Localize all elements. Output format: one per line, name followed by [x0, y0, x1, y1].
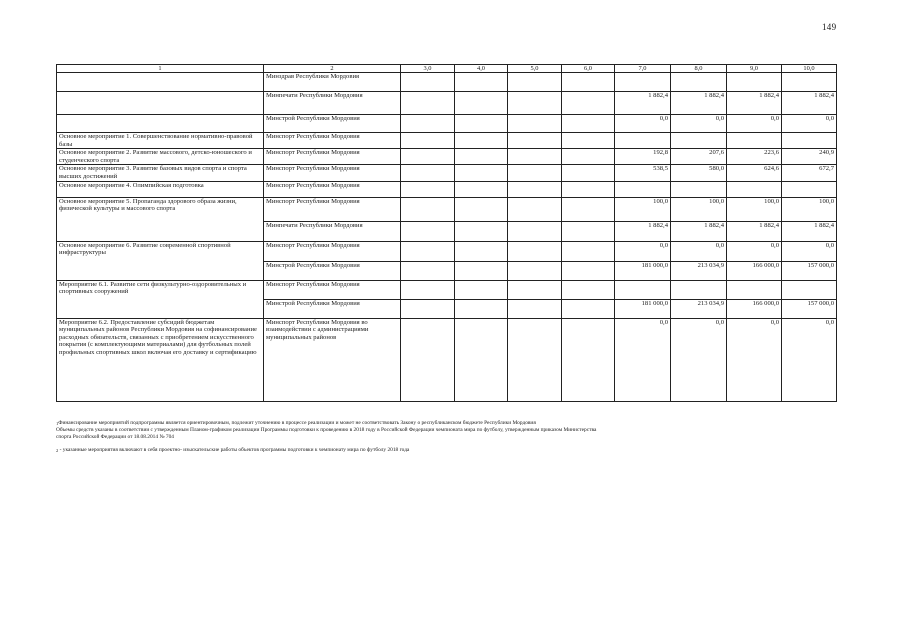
activity-name-cell: Основное мероприятие 5. Пропаганда здорового образа жизни, физической культуры и массового спорта: [57, 197, 264, 241]
value-cell: [562, 133, 615, 149]
value-cell: [562, 299, 615, 318]
value-cell: [562, 92, 615, 115]
header-cell: 9,0: [727, 65, 782, 73]
value-cell: [615, 133, 671, 149]
table-row: [57, 318, 837, 401]
page-number: 149: [822, 22, 837, 32]
value-cell: [455, 165, 508, 181]
table-row: [57, 165, 837, 181]
value-cell: 0,0: [782, 318, 837, 401]
value-cell: [508, 221, 562, 241]
financing-table: [56, 64, 837, 402]
value-cell: 100,0: [615, 197, 671, 221]
table-row: [57, 149, 837, 165]
value-cell: [455, 221, 508, 241]
value-cell: 207,6: [671, 149, 727, 165]
footnote-1-line-2: Объемы средств указаны в соответствии с утвержденным Планом-графиком реализации Программы подготовки к проведению в 2018 году в Российской Федерации чемпионата мира по футболу, утвержденным приказом Министерства: [56, 427, 597, 434]
executor-cell: Минстрой Республики Мордовия: [264, 115, 401, 133]
value-cell: [455, 299, 508, 318]
value-cell: [671, 181, 727, 197]
value-cell: 213 034,9: [671, 299, 727, 318]
executor-cell: Минспорт Республики Мордовия: [264, 197, 401, 221]
header-cell: 8,0: [671, 65, 727, 73]
value-cell: 1 882,4: [727, 92, 782, 115]
value-cell: 0,0: [615, 241, 671, 261]
value-cell: [455, 261, 508, 280]
value-cell: 0,0: [727, 318, 782, 401]
footnote-2: $^2$ - указанные мероприятия включают в себя проектно- изыскательские работы объектов программы подготовки к чемпионату мира по футболу 2018 года: [56, 446, 410, 453]
value-cell: 624,6: [727, 165, 782, 181]
value-cell: [455, 241, 508, 261]
value-cell: [455, 280, 508, 299]
value-cell: [401, 115, 455, 133]
value-cell: [455, 181, 508, 197]
value-cell: 181 000,0: [615, 261, 671, 280]
header-cell: 1: [57, 65, 264, 73]
value-cell: [455, 115, 508, 133]
value-cell: [727, 73, 782, 92]
value-cell: [508, 280, 562, 299]
header-cell: 6,0: [562, 65, 615, 73]
value-cell: [562, 261, 615, 280]
value-cell: [508, 115, 562, 133]
value-cell: [562, 115, 615, 133]
footnote-1: $^1$Финансирование мероприятий подпрограммы является ориентировочным, подлежит уточнению в процессе реализации и может не соответствовать Закону о республиканском бюджете Республики Мордовия: [56, 420, 536, 426]
value-cell: [508, 149, 562, 165]
value-cell: 672,7: [782, 165, 837, 181]
value-cell: 0,0: [671, 241, 727, 261]
value-cell: [401, 197, 455, 221]
value-cell: 1 882,4: [727, 221, 782, 241]
value-cell: 213 034,9: [671, 261, 727, 280]
value-cell: 1 882,4: [671, 92, 727, 115]
activity-name-cell: Мероприятие 6.2. Предоставление субсидий бюджетам муниципальных районов Республики Мордовия на софинансирование расходных обязательств, связанных с приобретением искусственного покрытия (с комплектующими материалами) для футбольных полей профильных спортивных школ включая его доставку и сертификацию: [57, 318, 264, 401]
value-cell: [562, 149, 615, 165]
activity-name-cell: Основное мероприятие 3. Развитие базовых видов спорта и спорта высших достижений: [57, 165, 264, 181]
value-cell: [508, 197, 562, 221]
value-cell: [401, 181, 455, 197]
executor-cell: Минспорт Республики Мордовия во взаимодействии с администрациями муниципальных районов: [264, 318, 401, 401]
footnote-1-line-3: спорта Российской Федерации от 18.08.2014 № 704: [56, 434, 174, 441]
value-cell: [401, 299, 455, 318]
value-cell: [671, 280, 727, 299]
value-cell: [727, 280, 782, 299]
activity-name-cell: [57, 115, 264, 133]
value-cell: 0,0: [727, 115, 782, 133]
value-cell: [727, 181, 782, 197]
activity-name-cell: Основное мероприятие 4. Олимпийская подготовка: [57, 181, 264, 197]
value-cell: 1 882,4: [782, 92, 837, 115]
executor-cell: Минстрой Республики Мордовия: [264, 261, 401, 280]
value-cell: [401, 149, 455, 165]
value-cell: 192,8: [615, 149, 671, 165]
value-cell: 1 882,4: [615, 92, 671, 115]
header-cell: 7,0: [615, 65, 671, 73]
activity-name-cell: Основное мероприятие 1. Совершенствование нормативно-правовой базы: [57, 133, 264, 149]
activity-name-cell: Мероприятие 6.1. Развитие сети физкультурно-оздоровительных и спортивных сооружений: [57, 280, 264, 318]
executor-cell: Минспорт Республики Мордовия: [264, 149, 401, 165]
value-cell: [615, 73, 671, 92]
value-cell: [782, 181, 837, 197]
value-cell: [508, 133, 562, 149]
value-cell: [782, 73, 837, 92]
value-cell: [455, 73, 508, 92]
header-cell: 5,0: [508, 65, 562, 73]
value-cell: [562, 181, 615, 197]
value-cell: 1 882,4: [671, 221, 727, 241]
value-cell: [401, 165, 455, 181]
value-cell: [671, 73, 727, 92]
table-row: [57, 115, 837, 133]
value-cell: [401, 133, 455, 149]
value-cell: 0,0: [782, 115, 837, 133]
value-cell: 157 000,0: [782, 299, 837, 318]
header-cell: 4,0: [455, 65, 508, 73]
executor-cell: Минспорт Республики Мордовия: [264, 133, 401, 149]
executor-cell: Минстрой Республики Мордовия: [264, 299, 401, 318]
value-cell: 100,0: [671, 197, 727, 221]
value-cell: 100,0: [727, 197, 782, 221]
activity-name-cell: [57, 92, 264, 115]
value-cell: [401, 280, 455, 299]
value-cell: [401, 73, 455, 92]
value-cell: 0,0: [727, 241, 782, 261]
value-cell: [508, 241, 562, 261]
executor-cell: Минздрав Республики Мордовия: [264, 73, 401, 92]
table-row: [57, 73, 837, 92]
value-cell: [615, 280, 671, 299]
value-cell: [782, 280, 837, 299]
activity-name-cell: [57, 73, 264, 92]
table-row: [57, 241, 837, 261]
value-cell: [508, 181, 562, 197]
value-cell: [508, 92, 562, 115]
value-cell: [455, 197, 508, 221]
value-cell: [508, 261, 562, 280]
value-cell: 580,0: [671, 165, 727, 181]
value-cell: [615, 181, 671, 197]
table-row: [57, 197, 837, 221]
value-cell: [562, 221, 615, 241]
value-cell: 100,0: [782, 197, 837, 221]
table-header-row: [57, 65, 837, 73]
value-cell: 1 882,4: [615, 221, 671, 241]
value-cell: [782, 133, 837, 149]
value-cell: [508, 318, 562, 401]
executor-cell: Минспорт Республики Мордовия: [264, 181, 401, 197]
value-cell: 240,9: [782, 149, 837, 165]
value-cell: 223,6: [727, 149, 782, 165]
value-cell: [562, 197, 615, 221]
value-cell: [401, 261, 455, 280]
activity-name-cell: Основное мероприятие 2. Развитие массового, детско-юношеского и студенческого спорта: [57, 149, 264, 165]
table-row: [57, 133, 837, 149]
value-cell: [401, 241, 455, 261]
value-cell: [455, 149, 508, 165]
header-cell: 2: [264, 65, 401, 73]
value-cell: 0,0: [671, 318, 727, 401]
value-cell: 166 000,0: [727, 299, 782, 318]
value-cell: 0,0: [671, 115, 727, 133]
value-cell: 181 000,0: [615, 299, 671, 318]
value-cell: [508, 299, 562, 318]
value-cell: [401, 318, 455, 401]
executor-cell: Минпечати Республики Мордовия: [264, 221, 401, 241]
value-cell: 166 000,0: [727, 261, 782, 280]
value-cell: [562, 241, 615, 261]
value-cell: 538,5: [615, 165, 671, 181]
value-cell: [455, 92, 508, 115]
value-cell: [508, 165, 562, 181]
value-cell: [727, 133, 782, 149]
value-cell: [401, 221, 455, 241]
table-row: [57, 280, 837, 299]
value-cell: [562, 165, 615, 181]
value-cell: [562, 318, 615, 401]
value-cell: [401, 92, 455, 115]
executor-cell: Минспорт Республики Мордовия: [264, 165, 401, 181]
value-cell: [455, 133, 508, 149]
table-row: [57, 181, 837, 197]
executor-cell: Минспорт Республики Мордовия: [264, 241, 401, 261]
value-cell: [455, 318, 508, 401]
value-cell: [562, 280, 615, 299]
header-cell: 10,0: [782, 65, 837, 73]
footnotes: [56, 420, 836, 454]
value-cell: 0,0: [615, 115, 671, 133]
value-cell: 0,0: [782, 241, 837, 261]
value-cell: 1 882,4: [782, 221, 837, 241]
value-cell: 157 000,0: [782, 261, 837, 280]
value-cell: [508, 73, 562, 92]
executor-cell: Минпечати Республики Мордовия: [264, 92, 401, 115]
value-cell: [671, 133, 727, 149]
value-cell: [562, 73, 615, 92]
header-cell: 3,0: [401, 65, 455, 73]
value-cell: 0,0: [615, 318, 671, 401]
activity-name-cell: Основное мероприятие 6. Развитие современной спортивной инфраструктуры: [57, 241, 264, 280]
table-row: [57, 92, 837, 115]
executor-cell: Минспорт Республики Мордовия: [264, 280, 401, 299]
